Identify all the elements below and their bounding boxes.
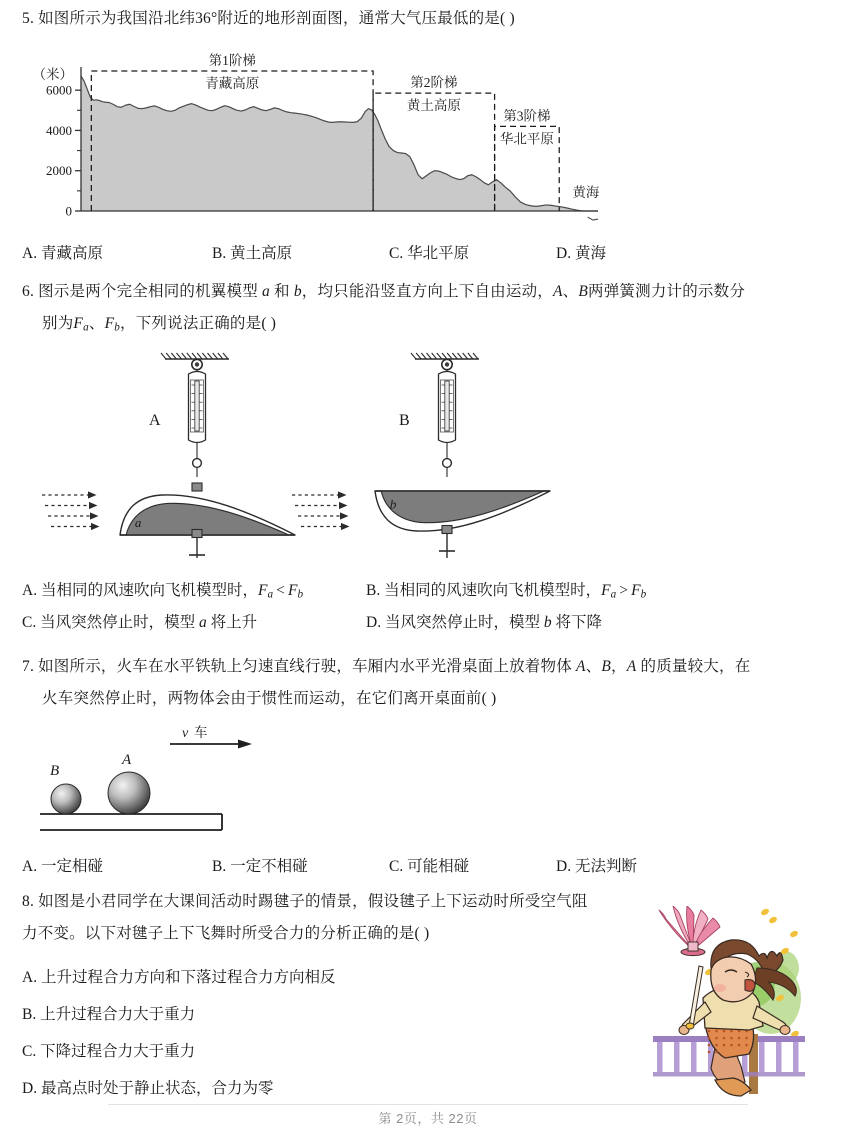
q7-var-A1: A xyxy=(576,658,586,675)
option-5-D-label: D. xyxy=(556,245,572,262)
option-7-D-text: 无法判断 xyxy=(574,858,637,875)
question-5-stem-text: 如图所示为我国沿北纬36°附近的地形剖面图，通常大气压最低的是( ) xyxy=(38,10,515,27)
option-8-B-label: B. xyxy=(22,1006,37,1023)
q7-text-c: ， xyxy=(611,658,627,675)
option-6-D-text-after: 将下降 xyxy=(551,614,602,631)
option-6-C-text-before: 当风突然停止时，模型 xyxy=(40,614,199,631)
q6-text-b: 和 xyxy=(269,283,294,300)
option-5-A-label: A. xyxy=(22,245,38,262)
q6-text-c: ，均只能沿竖直方向上下自由运动， xyxy=(301,283,553,300)
option-6-C-text-after: 将上升 xyxy=(206,614,258,631)
q6-text-a: 图示是两个完全相同的机翼模型 xyxy=(38,283,262,300)
option-6-B-Fb: $F_b$ xyxy=(631,582,647,601)
option-5-C[interactable] xyxy=(389,241,556,267)
svg-text:0: 0 xyxy=(65,203,72,219)
question-7-stem-line-2 xyxy=(42,686,496,712)
airfoil-models-figure xyxy=(20,343,600,558)
option-6-B[interactable] xyxy=(366,578,646,607)
option-8-A-text: 上升过程合力方向和下落过程合力方向相反 xyxy=(40,969,336,986)
option-6-B-label: B. xyxy=(366,582,381,599)
svg-text:a: a xyxy=(134,515,142,530)
question-7-stem-line-1 xyxy=(22,654,750,680)
q7-var-B1: B xyxy=(601,658,612,675)
svg-text:（米）: （米） xyxy=(32,67,73,82)
q7-text-d: 的质量较大，在 xyxy=(636,658,751,675)
svg-text:黄土高原: 黄土高原 xyxy=(406,98,461,114)
question-6-options-row-2 xyxy=(22,610,602,636)
svg-text:v: v xyxy=(182,726,189,741)
option-6-A-label: A. xyxy=(22,582,38,599)
option-8-C[interactable] xyxy=(22,1039,195,1065)
q8-line2: 力不变。以下对毽子上下飞舞时所受合力的分析正确的是( ) xyxy=(22,925,430,942)
question-6-stem-line-1 xyxy=(22,279,745,305)
option-5-A[interactable] xyxy=(22,241,212,267)
option-6-A[interactable] xyxy=(22,578,366,607)
svg-text:A: A xyxy=(149,412,161,429)
option-8-D-label: D. xyxy=(22,1080,38,1097)
option-6-A-Fb: $F_b$ xyxy=(287,582,304,601)
q7-text-b: 、 xyxy=(585,658,602,675)
svg-text:6000: 6000 xyxy=(46,82,72,98)
question-7-number: 7. xyxy=(22,658,35,675)
option-8-C-text: 下降过程合力大于重力 xyxy=(40,1043,196,1060)
option-5-B-text: 黄土高原 xyxy=(230,245,293,262)
svg-text:车: 车 xyxy=(194,725,208,740)
q6-var-b: b xyxy=(293,283,302,300)
svg-text:第2阶梯: 第2阶梯 xyxy=(410,75,458,91)
question-8-stem-line-1 xyxy=(22,889,588,915)
q6-Fa: $F_a$ xyxy=(73,315,89,334)
q6-text-e: 两弹簧测力计的示数分 xyxy=(588,283,746,300)
option-6-D-label: D. xyxy=(366,614,382,631)
svg-text:B: B xyxy=(50,763,60,779)
terrain-profile-chart xyxy=(20,48,610,233)
option-6-A-relation: < xyxy=(276,582,285,599)
option-5-A-text: 青藏高原 xyxy=(40,245,103,262)
q6-line2-a: 别为 xyxy=(42,315,74,332)
question-6-options-row-1 xyxy=(22,578,646,607)
q8-line1: 如图是小君同学在大课间活动时踢毽子的情景，假设毽子上下运动时所受空气阻 xyxy=(38,893,588,910)
question-5-number: 5. xyxy=(22,10,35,27)
option-8-C-label: C. xyxy=(22,1043,37,1060)
option-7-B-text: 一定不相碰 xyxy=(230,858,308,875)
svg-text:2000: 2000 xyxy=(46,163,72,179)
option-7-A-text: 一定相碰 xyxy=(40,858,103,875)
question-7-options xyxy=(22,854,637,880)
option-6-D-text-before: 当风突然停止时，模型 xyxy=(384,614,544,631)
option-6-A-text: 当相同的风速吹向飞机模型时， xyxy=(40,582,258,599)
option-6-A-Fa: $F_a$ xyxy=(257,582,274,601)
question-8-stem-line-2 xyxy=(22,921,429,947)
option-8-A[interactable] xyxy=(22,965,335,991)
q7-var-A2: A xyxy=(626,658,637,675)
question-5-stem xyxy=(22,6,515,32)
q6-line2-b: 、 xyxy=(88,315,105,332)
svg-text:4000: 4000 xyxy=(46,122,72,138)
q7-text-a: 如图所示，火车在水平铁轨上匀速直线行驶，车厢内水平光滑桌面上放着物体 xyxy=(38,658,576,675)
q6-var-A: A xyxy=(552,283,563,300)
train-inertia-figure xyxy=(22,722,312,847)
option-6-C-model: a xyxy=(198,614,207,631)
option-7-A-label: A. xyxy=(22,858,38,875)
footer-divider xyxy=(108,1104,748,1105)
q6-Fb: $F_b$ xyxy=(104,315,121,334)
svg-text:B: B xyxy=(399,412,410,429)
option-6-B-Fa: $F_a$ xyxy=(601,582,617,601)
option-8-B-text: 上升过程合力大于重力 xyxy=(40,1006,196,1023)
option-7-C-label: C. xyxy=(389,858,404,875)
option-5-C-text: 华北平原 xyxy=(407,245,470,262)
option-5-C-label: C. xyxy=(389,245,404,262)
option-7-C-text: 可能相碰 xyxy=(407,858,470,875)
q6-var-a: a xyxy=(262,283,270,300)
page-footer: 第 2页，共 22页 xyxy=(378,1111,478,1126)
option-7-A[interactable] xyxy=(22,854,212,880)
option-7-C[interactable] xyxy=(389,854,556,880)
option-8-B[interactable] xyxy=(22,1002,195,1028)
question-6-number: 6. xyxy=(22,283,35,300)
option-6-C-label: C. xyxy=(22,614,37,631)
svg-text:华北平原: 华北平原 xyxy=(499,131,554,147)
svg-text:b: b xyxy=(389,496,397,512)
svg-text:第1阶梯: 第1阶梯 xyxy=(208,53,256,69)
svg-text:第3阶梯: 第3阶梯 xyxy=(503,108,551,124)
svg-text:青藏高原: 青藏高原 xyxy=(205,76,260,92)
svg-text:A: A xyxy=(122,752,132,768)
question-6-stem-line-2 xyxy=(42,311,276,340)
q6-var-B: B xyxy=(578,283,589,300)
option-7-B-label: B. xyxy=(212,858,227,875)
option-5-D-text: 黄海 xyxy=(574,245,606,262)
svg-text:黄海: 黄海 xyxy=(572,184,600,200)
option-5-D[interactable] xyxy=(556,241,606,267)
q7-line2: 火车突然停止时，两物体会由于惯性而运动，在它们离开桌面前( ) xyxy=(42,690,497,707)
option-6-D-model: b xyxy=(543,614,552,631)
shuttlecock-illustration xyxy=(653,906,805,1103)
q6-text-d: 、 xyxy=(562,283,579,300)
q6-line2-c: ，下列说法正确的是( ) xyxy=(120,315,277,332)
option-5-B-label: B. xyxy=(212,245,227,262)
option-6-D[interactable] xyxy=(366,610,602,636)
option-6-B-text: 当相同的风速吹向飞机模型时， xyxy=(384,582,602,599)
option-5-B[interactable] xyxy=(212,241,389,267)
option-7-B[interactable] xyxy=(212,854,389,880)
question-5-options xyxy=(22,241,606,267)
option-8-D[interactable] xyxy=(22,1076,273,1102)
option-8-A-label: A. xyxy=(22,969,38,986)
option-6-C[interactable] xyxy=(22,610,366,636)
option-6-B-relation: > xyxy=(619,582,629,599)
option-7-D[interactable] xyxy=(556,854,637,880)
question-8-number: 8. xyxy=(22,893,35,910)
option-8-D-text: 最高点时处于静止状态，合力为零 xyxy=(40,1080,274,1097)
option-7-D-label: D. xyxy=(556,858,572,875)
